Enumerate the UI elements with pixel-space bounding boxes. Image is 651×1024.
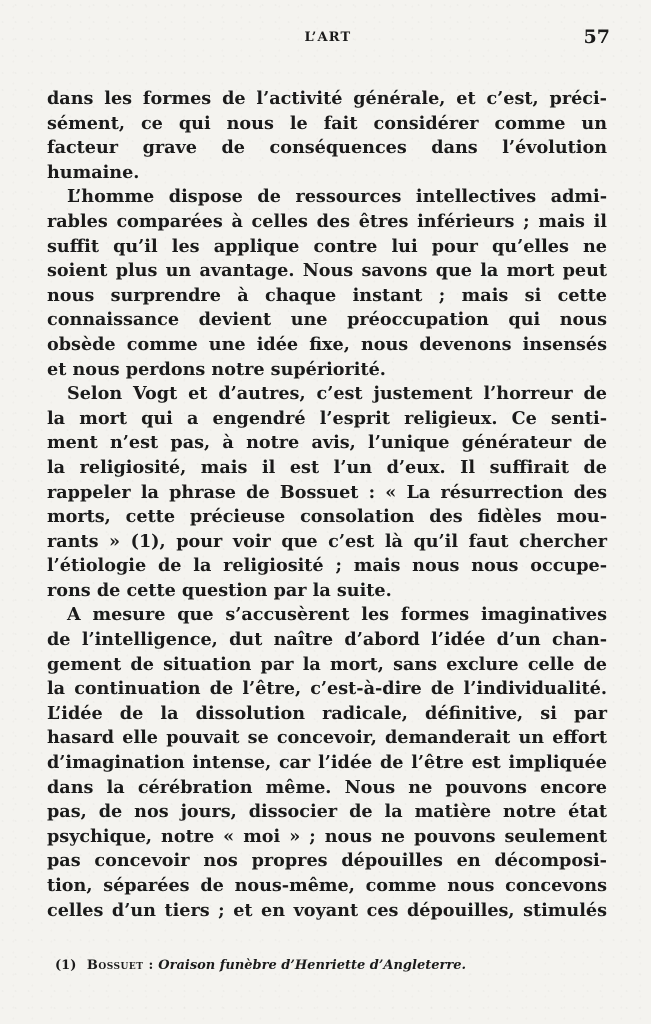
text-line: gement de situation par la mort, sans exclure celle de [47, 653, 607, 675]
text-line: et nous perdons notre supériorité. [47, 358, 386, 380]
text-line: psychique, notre « moi » ; nous ne pouvons seulement [47, 825, 607, 847]
text-line: celles d’un tiers ; et en voyant ces dépouilles, stimulés [47, 899, 607, 921]
text-line: humaine. [47, 161, 140, 183]
text-line: L’homme dispose de ressources intellectives admi- [67, 186, 607, 208]
text-line: Selon Vogt et d’autres, c’est justement l’horreur de [67, 383, 607, 405]
running-head: L’ART [304, 30, 352, 45]
text-line: facteur grave de conséquences dans l’évolution [47, 137, 607, 159]
text-line: la religiosité, mais il est l’un d’eux. Il suffirait de [47, 456, 607, 478]
text-line: dans les formes de l’activité générale, et c’est, préci- [47, 88, 607, 109]
text-line: pas, de nos jours, dissocier de la matière notre état [47, 801, 607, 823]
footnote-author: Bossuet : [86, 958, 154, 973]
text-line: tion, séparées de nous-même, comme nous concevons [47, 875, 607, 896]
text-line: pas concevoir nos propres dépouilles en décomposi- [47, 850, 607, 872]
text-line: rons de cette question par la suite. [47, 579, 392, 601]
text-line: rables comparées à celles des êtres inférieurs ; mais il [47, 210, 607, 232]
text-line: d’imagination intense, car l’idée de l’être est impliquée [47, 752, 607, 774]
body-text [47, 87, 607, 923]
text-line: rants » (1), pour voir que c’est là qu’il faut chercher [47, 530, 607, 552]
text-line: dans la cérébration même. Nous ne pouvons encore [47, 776, 607, 798]
text-line: sément, ce qui nous le fait considérer comme un [47, 112, 607, 134]
text-line: A mesure que s’accusèrent les formes imaginatives [67, 604, 607, 626]
text-line: ment n’est pas, à notre avis, l’unique générateur de [47, 432, 607, 454]
text-line: de l’intelligence, dut naître d’abord l’idée d’un chan- [47, 629, 607, 651]
footnote-marker: (1) [55, 958, 77, 973]
page-number: 57 [583, 26, 610, 48]
footnote-title: Oraison funèbre d’Henriette d’Angleterre. [158, 958, 466, 973]
text-line: hasard elle pouvait se concevoir, demanderait un effort [47, 727, 607, 749]
text-line: la continuation de l’être, c’est-à-dire de l’individualité. [47, 678, 607, 700]
text-line: soient plus un avantage. Nous savons que la mort peut [47, 260, 607, 282]
text-line: morts, cette précieuse consolation des fidèles mou- [47, 506, 607, 528]
text-line: l’étiologie de la religiosité ; mais nous nous occupe- [47, 555, 607, 577]
text-line: rappeler la phrase de Bossuet : « La résurrection des [47, 481, 607, 503]
text-line: la mort qui a engendré l’esprit religieux. Ce senti- [47, 407, 607, 429]
text-line: L’idée de la dissolution radicale, définitive, si par [47, 702, 607, 724]
text-line: suffit qu’il les applique contre lui pour qu’elles ne [47, 235, 607, 257]
text-line: connaissance devient une préoccupation qui nous [47, 309, 607, 331]
page-header [46, 26, 610, 54]
footnote [55, 958, 615, 973]
text-line: nous surprendre à chaque instant ; mais si cette [47, 284, 607, 306]
text-line: obsède comme une idée fixe, nous devenons insensés [47, 333, 607, 355]
